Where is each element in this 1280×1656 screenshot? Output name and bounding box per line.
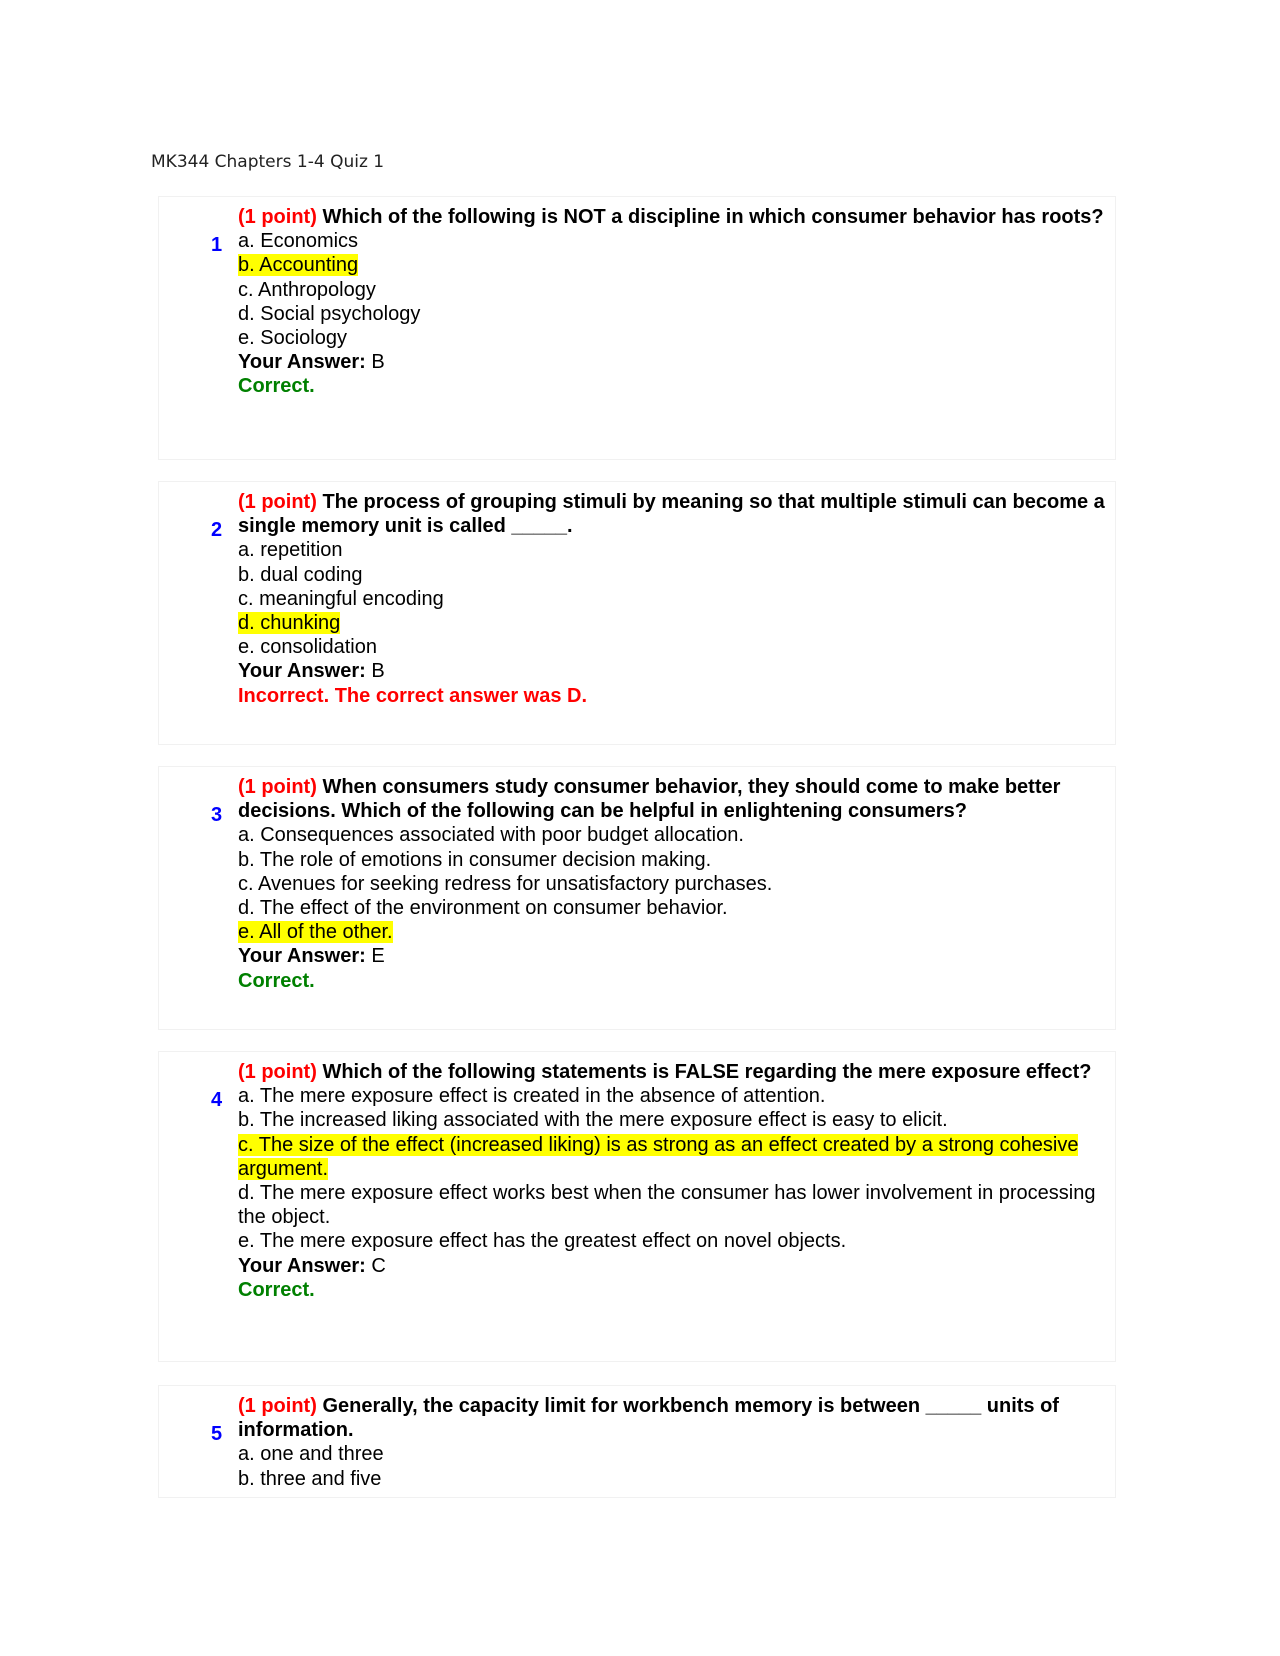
points-label: (1 point) [238, 206, 317, 228]
question-body [238, 205, 1108, 399]
document-header: MK344 Chapters 1-4 Quiz 1 [151, 152, 385, 172]
answer-option-d: d. The effect of the environment on consumer behavior. [238, 897, 728, 920]
question-text: Which of the following statements is FALSE regarding the mere exposure effect? [322, 1061, 1092, 1083]
result-feedback: Correct. [238, 969, 315, 992]
question-4 [158, 1051, 1116, 1362]
your-answer-line [238, 944, 1108, 968]
question-prompt [238, 775, 1108, 823]
points-label: (1 point) [238, 1061, 317, 1083]
answer-option-b: b. dual coding [238, 563, 363, 586]
question-number: 3 [211, 804, 223, 826]
question-3 [158, 766, 1116, 1030]
your-answer-value: E [371, 945, 385, 968]
answer-option-c: c. Anthropology [238, 278, 376, 301]
answer-option-e-highlighted: e. All of the other. [238, 921, 393, 944]
answer-option-d: d. The mere exposure effect works best when the consumer has lower involvement in processing the object. [238, 1182, 1096, 1229]
answer-option-b: b. The role of emotions in consumer decision making. [238, 848, 712, 871]
result-feedback: Correct. [238, 375, 315, 398]
question-number: 4 [211, 1089, 223, 1111]
your-answer-line [238, 659, 1108, 683]
answer-option-c: c. Avenues for seeking redress for unsatisfactory purchases. [238, 872, 773, 895]
question-prompt [238, 1060, 1108, 1084]
question-text: Which of the following is NOT a discipline in which consumer behavior has roots? [322, 206, 1104, 228]
question-5 [158, 1385, 1116, 1498]
question-text: When consumers study consumer behavior, they should come to make better decisions. Which of the following can be helpful in enlightening consumers? [238, 776, 1061, 823]
answer-option-d: d. Social psychology [238, 302, 421, 325]
your-answer-label: Your Answer: [238, 660, 366, 683]
answer-option-d-highlighted: d. chunking [238, 612, 341, 635]
your-answer-label: Your Answer: [238, 1254, 366, 1277]
answer-option-b: b. three and five [238, 1467, 382, 1490]
answer-option-e: e. Sociology [238, 327, 347, 350]
answer-option-a: a. The mere exposure effect is created in the absence of attention. [238, 1085, 826, 1108]
question-1 [158, 196, 1116, 460]
question-2 [158, 481, 1116, 745]
answer-option-a: a. Consequences associated with poor budget allocation. [238, 824, 744, 847]
question-body [238, 1060, 1108, 1302]
your-answer-value: B [371, 660, 385, 683]
answer-option-b: b. The increased liking associated with the mere exposure effect is easy to elicit. [238, 1109, 948, 1132]
answer-option-e: e. The mere exposure effect has the greatest effect on novel objects. [238, 1230, 847, 1253]
question-number: 1 [211, 234, 223, 256]
answer-option-e: e. consolidation [238, 636, 377, 659]
your-answer-value: B [371, 351, 385, 374]
your-answer-label: Your Answer: [238, 351, 366, 374]
points-label: (1 point) [238, 1395, 317, 1417]
question-prompt [238, 1394, 1108, 1442]
question-prompt [238, 490, 1108, 538]
question-number: 2 [211, 519, 223, 541]
answer-option-a: a. Economics [238, 230, 359, 253]
question-text: The process of grouping stimuli by meaning so that multiple stimuli can become a single memory unit is called _____. [238, 491, 1105, 538]
question-body [238, 1394, 1108, 1491]
your-answer-line [238, 1254, 1108, 1278]
question-body [238, 490, 1108, 708]
your-answer-label: Your Answer: [238, 945, 366, 968]
answer-option-c-highlighted: c. The size of the effect (increased liking) is as strong as an effect created by a strong cohesive argument. [238, 1133, 1079, 1180]
answer-option-c: c. meaningful encoding [238, 587, 444, 610]
result-feedback: Incorrect. The correct answer was D. [238, 684, 588, 707]
question-text: Generally, the capacity limit for workbench memory is between _____ units of information. [238, 1395, 1059, 1442]
answer-option-a: a. one and three [238, 1443, 384, 1466]
points-label: (1 point) [238, 776, 317, 798]
answer-option-b-highlighted: b. Accounting [238, 254, 359, 277]
result-feedback: Correct. [238, 1278, 315, 1301]
answer-option-a: a. repetition [238, 539, 343, 562]
question-prompt [238, 205, 1108, 229]
question-number: 5 [211, 1423, 223, 1445]
points-label: (1 point) [238, 491, 317, 513]
question-body [238, 775, 1108, 993]
your-answer-line [238, 350, 1108, 374]
your-answer-value: C [371, 1254, 386, 1277]
